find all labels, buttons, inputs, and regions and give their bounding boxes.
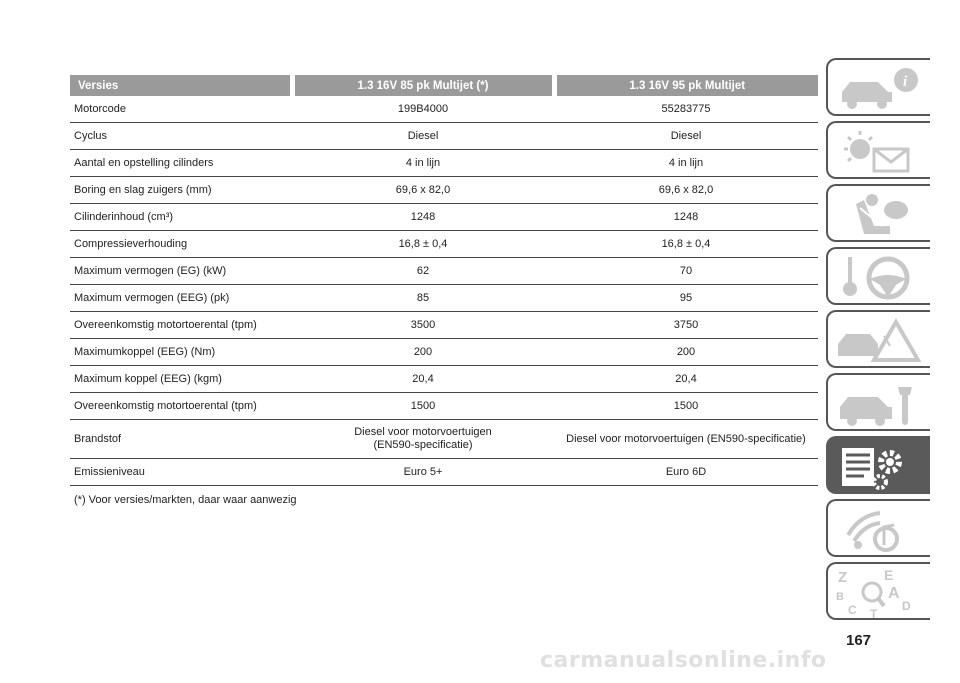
row-value: 199B4000 (292, 96, 554, 123)
index-letter-t: T (870, 607, 878, 618)
row-value: 4 in lijn (554, 150, 818, 177)
row-value: 1248 (292, 204, 554, 231)
table-row (70, 258, 818, 285)
row-label: Brandstof (70, 420, 292, 459)
row-label: Overeenkomstig motortoerental (tpm) (70, 393, 292, 420)
row-value: 69,6 x 82,0 (292, 177, 554, 204)
car-info-icon (834, 64, 926, 114)
row-value: 3750 (554, 312, 818, 339)
technical-data-table (70, 75, 818, 486)
tab-emergency[interactable] (826, 310, 930, 368)
row-value: 85 (292, 285, 554, 312)
row-label: Motorcode (70, 96, 292, 123)
row-value: 70 (554, 258, 818, 285)
tab-index[interactable] (826, 562, 930, 620)
breakdown-triangle-icon (834, 316, 926, 366)
car-maintenance-icon (834, 379, 926, 429)
tab-technical-data[interactable] (826, 436, 930, 494)
header-version-95pk: 1.3 16V 95 pk Multijet (554, 75, 818, 96)
watermark: carmanualsonline.info (540, 648, 827, 673)
row-value: 16,8 ± 0,4 (292, 231, 554, 258)
steering-key-icon (834, 253, 926, 303)
tab-safety[interactable] (826, 184, 930, 242)
row-value: Diesel (554, 123, 818, 150)
row-label: Aantal en opstelling cilinders (70, 150, 292, 177)
row-value: Diesel voor motorvoertuigen (EN590-specificatie) (554, 420, 818, 459)
index-letter-e: E (884, 568, 894, 583)
row-label: Maximumkoppel (EEG) (Nm) (70, 339, 292, 366)
row-value: Euro 5+ (292, 459, 554, 486)
row-value: 200 (554, 339, 818, 366)
table-row (70, 177, 818, 204)
row-value: 20,4 (292, 366, 554, 393)
table-row (70, 339, 818, 366)
table-row (70, 285, 818, 312)
row-value: 62 (292, 258, 554, 285)
table-row (70, 123, 818, 150)
table-row (70, 459, 818, 486)
row-value: 3500 (292, 312, 554, 339)
tab-car-info[interactable] (826, 58, 930, 116)
footnote: (*) Voor versies/markten, daar waar aanwezig (74, 494, 297, 506)
row-value: 200 (292, 339, 554, 366)
row-value: 1500 (292, 393, 554, 420)
table-row (70, 420, 818, 459)
table-row (70, 150, 818, 177)
warning-lights-icon (834, 127, 926, 177)
table-row (70, 366, 818, 393)
row-value: 55283775 (554, 96, 818, 123)
row-value: 1248 (554, 204, 818, 231)
row-value: 1500 (554, 393, 818, 420)
row-value: Euro 6D (554, 459, 818, 486)
row-value: 4 in lijn (292, 150, 554, 177)
header-versions: Versies (70, 75, 292, 96)
seat-airbag-icon (834, 190, 926, 240)
table-row (70, 204, 818, 231)
table-row (70, 96, 818, 123)
technical-data-icon (834, 442, 926, 492)
header-version-85pk: 1.3 16V 85 pk Multijet (*) (292, 75, 554, 96)
page-number: 167 (846, 632, 872, 649)
tab-maintenance[interactable] (826, 373, 930, 431)
row-value: 16,8 ± 0,4 (554, 231, 818, 258)
index-letter-c: C (848, 603, 857, 617)
row-label: Maximum vermogen (EG) (kW) (70, 258, 292, 285)
table-header-row (70, 75, 818, 96)
row-label: Maximum koppel (EEG) (kgm) (70, 366, 292, 393)
index-letter-d: D (902, 599, 911, 613)
row-value: 95 (554, 285, 818, 312)
row-value: Diesel voor motorvoertuigen (EN590-specificatie) (292, 420, 554, 459)
row-value: 20,4 (554, 366, 818, 393)
row-label: Cyclus (70, 123, 292, 150)
alphabetical-index-icon (834, 568, 926, 618)
row-label: Boring en slag zuigers (mm) (70, 177, 292, 204)
table-row (70, 312, 818, 339)
row-value: Diesel (292, 123, 554, 150)
row-label: Emissieniveau (70, 459, 292, 486)
row-label: Compressieverhouding (70, 231, 292, 258)
table-row (70, 231, 818, 258)
table-body (70, 96, 818, 486)
table-row (70, 393, 818, 420)
row-label: Overeenkomstig motortoerental (tpm) (70, 312, 292, 339)
svg-text:i: i (903, 74, 908, 90)
tab-multimedia[interactable] (826, 499, 930, 557)
index-letter-z: Z (838, 569, 848, 586)
tab-starting-driving[interactable] (826, 247, 930, 305)
row-value: 69,6 x 82,0 (554, 177, 818, 204)
row-label: Maximum vermogen (EEG) (pk) (70, 285, 292, 312)
chapter-sidebar (826, 58, 930, 625)
row-label: Cilinderinhoud (cm³) (70, 204, 292, 231)
index-letter-a: A (888, 585, 900, 602)
tab-warning-lights[interactable] (826, 121, 930, 179)
multimedia-icon (834, 505, 926, 555)
index-letter-b: B (836, 591, 844, 603)
